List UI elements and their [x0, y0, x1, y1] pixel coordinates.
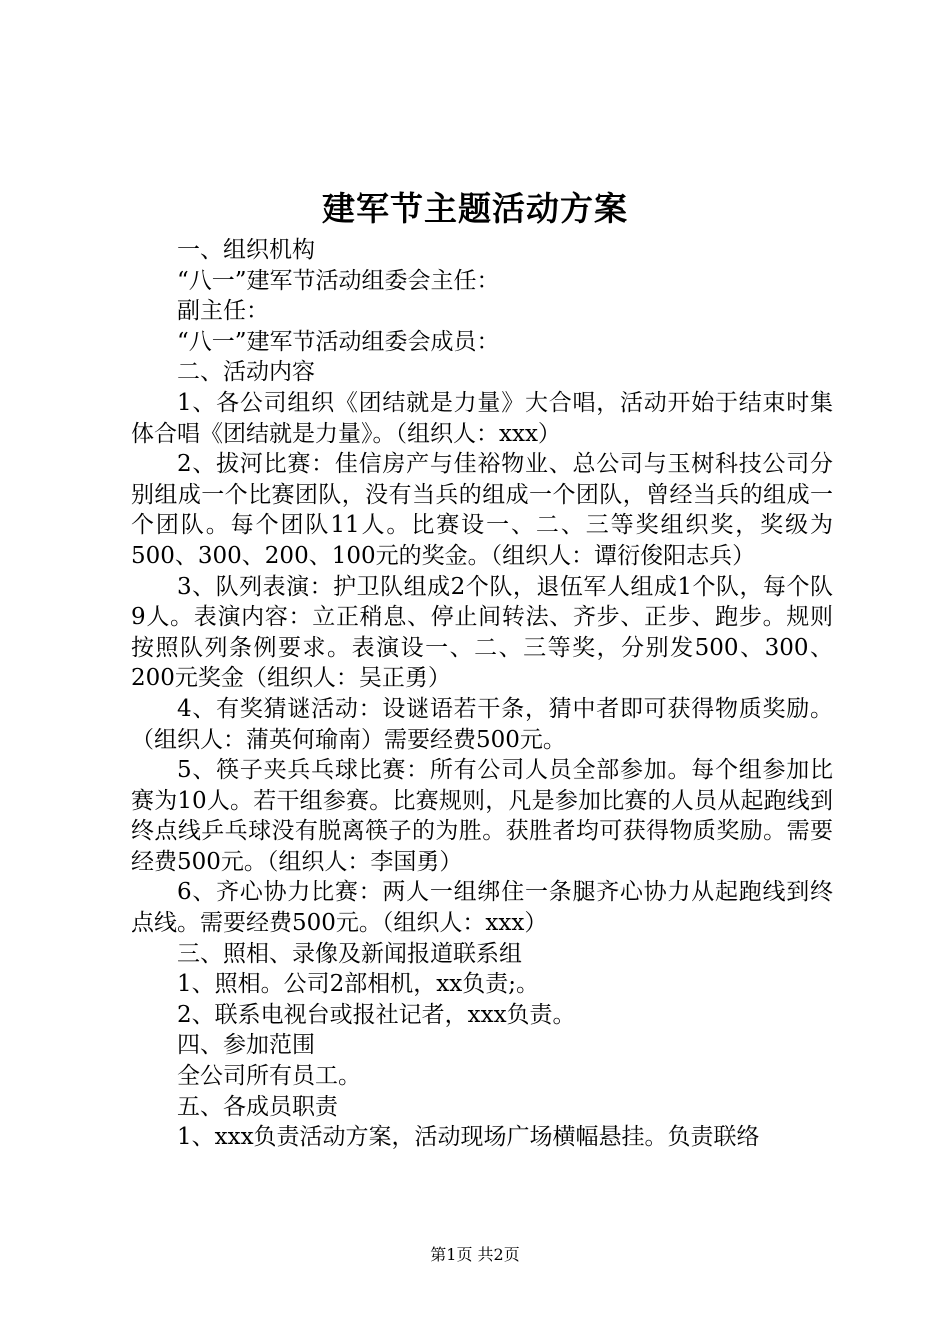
section-heading-scope: 四、参加范围 — [177, 1032, 315, 1059]
section-heading-media: 三、照相、录像及新闻报道联系组 — [177, 940, 522, 967]
paragraph-media-photo: 1、照相。公司2部相机，xx负责;。 — [177, 971, 539, 998]
page-footer: 第1页 共2页 — [430, 1245, 520, 1264]
document-title: 建军节主题活动方案 — [322, 189, 628, 228]
paragraph-deputy-director: 副主任： — [177, 298, 269, 325]
paragraph-activity-tug-of-war: 2、拔河比赛：佳信房产与佳裕物业、总公司与玉树科技公司分别组成一个比赛团队，没有当兵的组成一个团队，曾经当兵的组成一个团队。每个团队11人。比赛设一、二、三等奖组织奖，奖级为500、300、200、100元的奖金。（组织人：谭衍俊阳志兵） — [131, 451, 833, 569]
paragraph-duty-1: 1、xxx负责活动方案，活动现场广场横幅悬挂。负责联络 — [177, 1124, 760, 1151]
paragraph-activity-chorus: 1、各公司组织《团结就是力量》大合唱，活动开始于结束时集体合唱《团结就是力量》。（组织人：xxx） — [131, 389, 833, 447]
paragraph-committee-director: “八一”建军节活动组委会主任： — [177, 267, 500, 294]
section-heading-activities: 二、活动内容 — [177, 359, 315, 386]
paragraph-media-press: 2、联系电视台或报社记者，xxx负责。 — [177, 1001, 576, 1028]
section-heading-organization: 一、组织机构 — [177, 237, 315, 263]
paragraph-activity-drill: 3、队列表演：护卫队组成2个队，退伍军人组成1个队，每个队9人。表演内容：立正稍息、停止间转法、齐步、正步、跑步。规则按照队列条例要求。表演设一、二、三等奖，分别发500、300、200元奖金（组织人：吴正勇） — [131, 573, 833, 692]
paragraph-committee-members: “八一”建军节活动组委会成员： — [177, 328, 500, 355]
section-heading-duties: 五、各成员职责 — [177, 1093, 338, 1120]
document-body — [131, 235, 833, 1153]
paragraph-activity-riddles: 4、有奖猜谜活动：设谜语若干条，猜中者即可获得物质奖励。（组织人：蒲英何瑜南）需要经费500元。 — [131, 695, 833, 753]
paragraph-activity-chopsticks: 5、筷子夹兵乓球比赛：所有公司人员全部参加。每个组参加比赛为10人。若干组参赛。比赛规则，凡是参加比赛的人员从起跑线到终点线乒乓球没有脱离筷子的为胜。获胜者均可获得物质奖励。需要经费500元。（组织人：李国勇） — [131, 757, 833, 875]
paragraph-scope: 全公司所有员工。 — [177, 1063, 361, 1090]
paragraph-activity-three-legged: 6、齐心协力比赛：两人一组绑住一条腿齐心协力从起跑线到终点线。需要经费500元。（组织人：xxx） — [131, 879, 833, 937]
